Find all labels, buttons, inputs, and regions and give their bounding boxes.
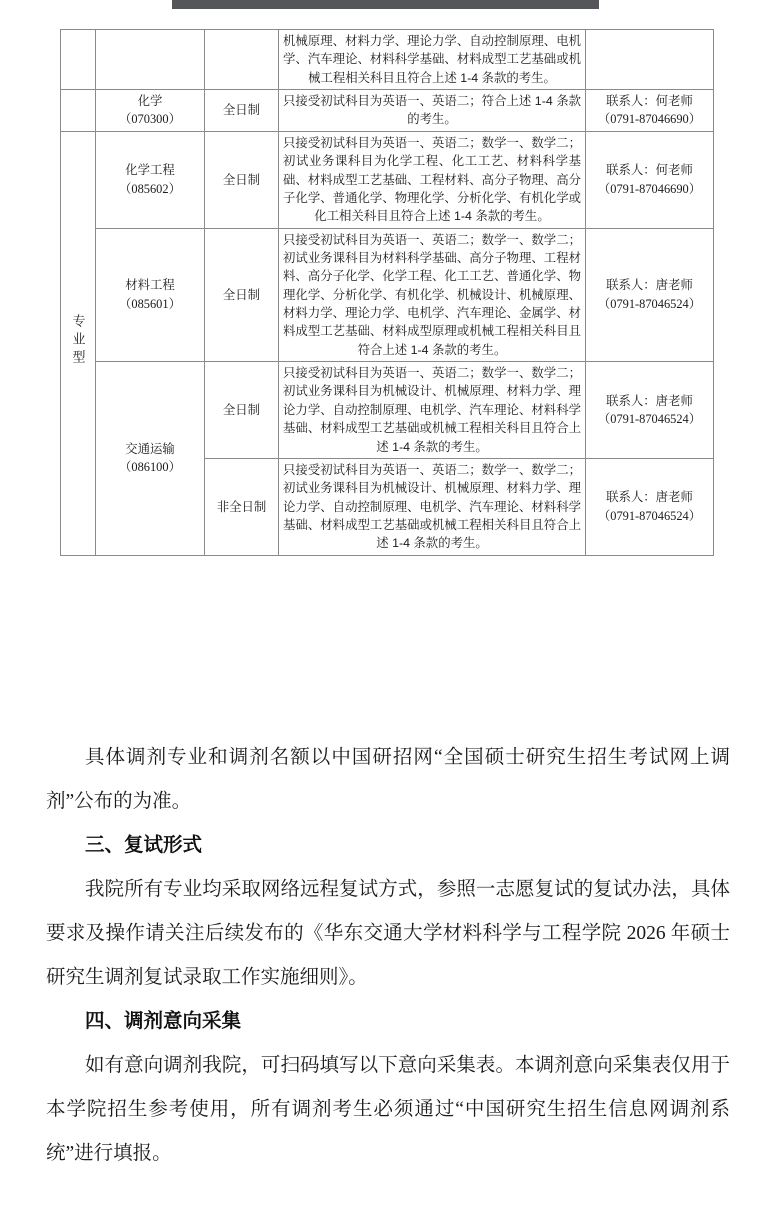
major-code: （070300） [119, 112, 181, 127]
cell-major [96, 362, 205, 556]
contact-person: 联系人：唐老师 [606, 278, 693, 293]
heading-section-four: 四、调剂意向采集 [85, 1011, 242, 1032]
table-row [61, 228, 714, 362]
cell-degree-type [61, 30, 96, 90]
body-text-block [46, 736, 730, 1176]
contact-phone: （0791-87046524） [597, 508, 702, 523]
cell-major [96, 30, 205, 90]
paragraph-section-four: 如有意向调剂我院，可扫码填写以下意向采集表。本调剂意向采集表仅用于本学院招生参考使用，所有调剂考生必须通过“中国研究生招生信息网调剂系统”进行填报。 [46, 1055, 730, 1164]
cell-contact [586, 131, 714, 228]
top-header-band [172, 0, 599, 9]
major-name: 化学 [137, 94, 163, 109]
contact-phone: （0791-87046524） [597, 296, 702, 311]
cell-major [96, 90, 205, 132]
contact-person: 联系人：唐老师 [606, 490, 693, 505]
major-name: 材料工程 [125, 278, 175, 293]
cell-degree-type [61, 90, 96, 132]
contact-person: 联系人：唐老师 [606, 393, 693, 408]
paragraph-adjustment-note: 具体调剂专业和调剂名额以中国研招网“全国硕士研究生招生考试网上调剂”公布的为准。 [46, 747, 730, 812]
contact-phone: （0791-87046690） [597, 112, 702, 127]
cell-requirement: 机械原理、材料力学、理论力学、自动控制原理、电机学、汽车理论、材料科学基础、材料成型工艺基础或机械工程相关科目且符合上述 1-4 条款的考生。 [279, 30, 586, 90]
paragraph-section-three: 我院所有专业均采取网络远程复试方式，参照一志愿复试的复试办法，具体要求及操作请关注后续发布的《华东交通大学材料科学与工程学院 2026 年硕士研究生调剂复试录取工作实施细则》。 [46, 879, 730, 988]
contact-person: 联系人：何老师 [606, 163, 693, 178]
cell-contact [586, 362, 714, 459]
adjustment-majors-table-wrapper [60, 29, 713, 556]
cell-study-mode [205, 30, 279, 90]
cell-contact [586, 90, 714, 132]
heading-section-three: 三、复试形式 [85, 835, 203, 856]
cell-study-mode: 全日制 [205, 228, 279, 362]
major-code: （086100） [119, 460, 181, 475]
major-name: 交通运输 [125, 442, 175, 457]
cell-study-mode: 全日制 [205, 90, 279, 132]
major-name: 化学工程 [125, 163, 175, 178]
contact-phone: （0791-87046690） [597, 181, 702, 196]
table-row [61, 30, 714, 90]
contact-phone: （0791-87046524） [597, 412, 702, 426]
adjustment-majors-table [60, 29, 714, 556]
major-code: （085602） [119, 181, 181, 196]
table-row [61, 362, 714, 459]
cell-requirement: 只接受初试科目为英语一、英语二；数学一、数学二；初试业务课科目为材料科学基础、高分子物理、工程材料、高分子化学、化学工程、化工工艺、普通化学、物理化学、分析化学、有机化学、机械设计、机械原理、材料力学、理论力学、电机学、汽车理论、金属学、材料成型工艺基础、材料成型原理或机械工程相关科目且符合上述 1-4 条款的考生。 [279, 228, 586, 362]
cell-study-mode: 全日制 [205, 362, 279, 459]
cell-contact [586, 30, 714, 90]
cell-requirement: 只接受初试科目为英语一、英语二；数学一、数学二；初试业务课科目为机械设计、机械原理、材料力学、理论力学、自动控制原理、电机学、汽车理论、材料科学基础、材料成型工艺基础或机械工程相关科目且符合上述 1-4 条款的考生。 [279, 458, 586, 555]
degree-type-label: 专业型 [70, 313, 86, 368]
cell-requirement: 只接受初试科目为英语一、英语二；符合上述 1-4 条款的考生。 [279, 90, 586, 132]
table-row [61, 90, 714, 132]
cell-study-mode: 非全日制 [205, 458, 279, 555]
cell-contact [586, 228, 714, 362]
cell-contact [586, 458, 714, 555]
cell-major [96, 228, 205, 362]
cell-requirement: 只接受初试科目为英语一、英语二；数学一、数学二；初试业务课科目为化学工程、化工工艺、材料科学基础、材料成型工艺基础、工程材料、高分子物理、高分子化学、普通化学、物理化学、分析化学、有机化学或化工相关科目且符合上述 1-4 条款的考生。 [279, 131, 586, 228]
cell-requirement: 只接受初试科目为英语一、英语二；数学一、数学二；初试业务课科目为机械设计、机械原理、材料力学、理论力学、自动控制原理、电机学、汽车理论、材料科学基础、材料成型工艺基础或机械工程相关科目且符合上述 1-4 条款的考生。 [279, 362, 586, 459]
major-code: （085601） [119, 296, 181, 311]
cell-major [96, 131, 205, 228]
table-row [61, 131, 714, 228]
contact-person: 联系人：何老师 [606, 94, 693, 109]
cell-study-mode: 全日制 [205, 131, 279, 228]
cell-degree-type-professional [61, 131, 96, 555]
